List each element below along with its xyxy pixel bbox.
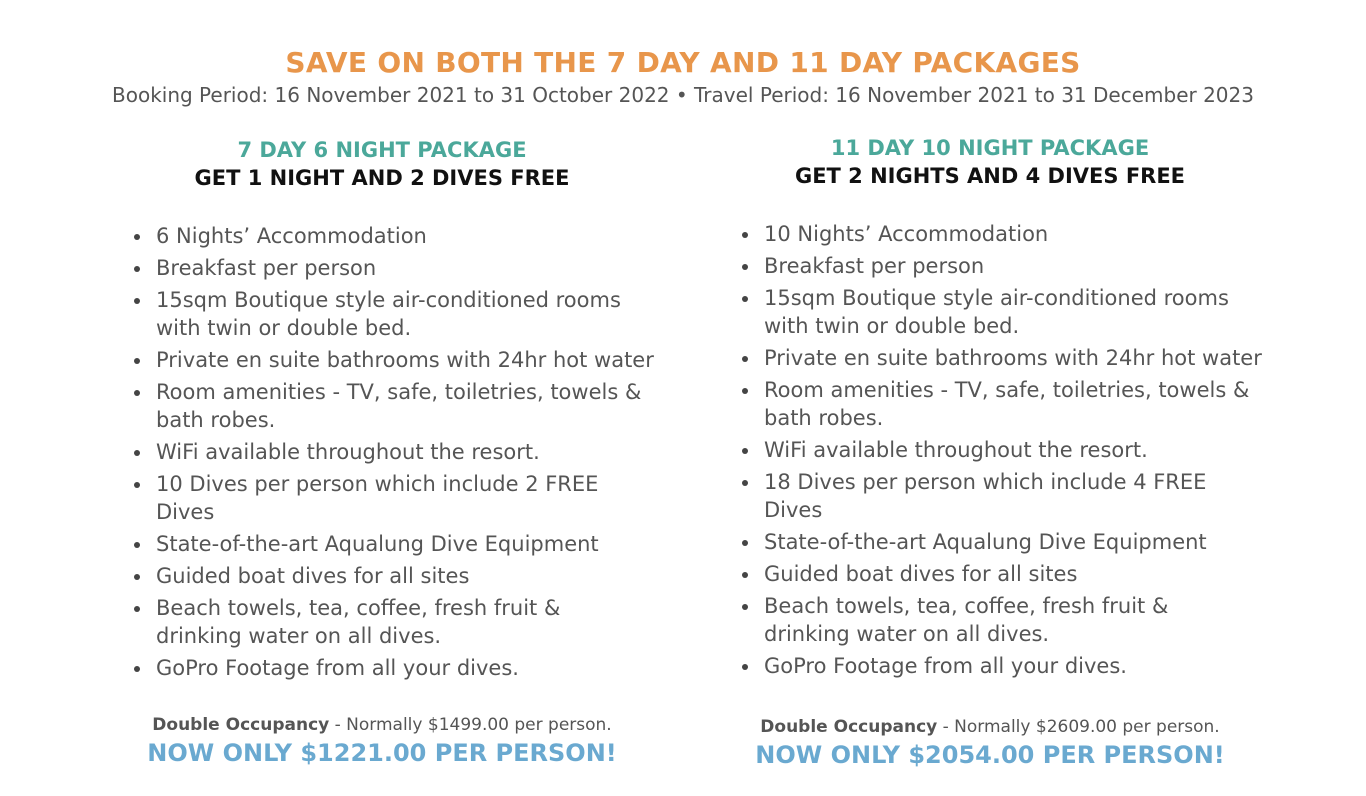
list-item: Room amenities - TV, safe, toiletries, towels & bath robes. [738,376,1289,432]
list-item: Guided boat dives for all sites [738,560,1309,588]
list-item: GoPro Footage from all your dives. [738,652,1309,680]
list-item: Room amenities - TV, safe, toiletries, towels & bath robes. [130,378,681,434]
page-title: SAVE ON BOTH THE 7 DAY AND 11 DAY PACKAGES [285,46,1081,79]
bullet-icon [134,542,140,548]
bullet-icon [134,390,140,396]
list-item: Private en suite bathrooms with 24hr hot water [130,346,701,374]
package-offer: GET 2 NIGHTS AND 4 DIVES FREE [794,164,1186,188]
bullet-icon [134,266,140,272]
list-item: Beach towels, tea, coffee, fresh fruit & drinking water on all dives. [738,592,1224,648]
bullet-icon [134,358,140,364]
bullet-icon [742,572,748,578]
package-7-day [130,136,690,686]
list-item: WiFi available throughout the resort. [130,438,701,466]
bullet-icon [742,296,748,302]
package-title: 11 DAY 10 NIGHT PACKAGE [830,136,1150,160]
bullet-icon [742,480,748,486]
list-item: State-of-the-art Aqualung Dive Equipment [738,528,1309,556]
sale-price: NOW ONLY $1221.00 PER PERSON! [147,739,617,767]
bullet-icon [742,604,748,610]
list-item: WiFi available throughout the resort. [738,436,1309,464]
occupancy-label: Double Occupancy [152,715,330,735]
package-title: 7 DAY 6 NIGHT PACKAGE [237,138,527,162]
bullet-icon [134,482,140,488]
list-item: Breakfast per person [130,254,701,282]
bullet-icon [742,540,748,546]
list-item: State-of-the-art Aqualung Dive Equipment [130,530,701,558]
list-item: GoPro Footage from all your dives. [130,654,701,682]
bullet-icon [134,606,140,612]
bullet-icon [742,664,748,670]
feature-list [738,220,1298,680]
list-item: 15sqm Boutique style air-conditioned rooms with twin or double bed. [738,284,1264,340]
list-item: 10 Dives per person which include 2 FREE Dives [130,470,636,526]
bullet-icon [742,356,748,362]
bullet-icon [742,448,748,454]
promo-header [0,45,1366,109]
list-item: 6 Nights’ Accommodation [130,222,701,250]
list-item: Breakfast per person [738,252,1309,280]
occupancy-label: Double Occupancy [760,717,938,737]
normal-price-text: - Normally $1499.00 per person. [329,715,612,735]
bullet-icon [742,232,748,238]
pricing-7-day [130,712,634,768]
bullet-icon [134,298,140,304]
bullet-icon [134,574,140,580]
package-offer: GET 1 NIGHT AND 2 DIVES FREE [194,166,570,190]
booking-travel-periods: Booking Period: 16 November 2021 to 31 October 2022 • Travel Period: 16 November 2021 to 31 December 2023 [112,83,1254,107]
normal-price-text: - Normally $2609.00 per person. [937,717,1220,737]
bullet-icon [742,264,748,270]
list-item: 10 Nights’ Accommodation [738,220,1309,248]
package-11-day [738,134,1298,684]
bullet-icon [742,388,748,394]
sale-price: NOW ONLY $2054.00 PER PERSON! [755,741,1225,769]
pricing-11-day [738,714,1242,770]
normal-price [130,712,634,738]
feature-list [130,222,690,682]
bullet-icon [134,234,140,240]
list-item: 15sqm Boutique style air-conditioned rooms with twin or double bed. [130,286,656,342]
list-item: Beach towels, tea, coffee, fresh fruit & drinking water on all dives. [130,594,616,650]
list-item: Guided boat dives for all sites [130,562,701,590]
bullet-icon [134,450,140,456]
list-item: 18 Dives per person which include 4 FREE Dives [738,468,1244,524]
bullet-icon [134,666,140,672]
list-item: Private en suite bathrooms with 24hr hot water [738,344,1309,372]
normal-price [738,714,1242,740]
